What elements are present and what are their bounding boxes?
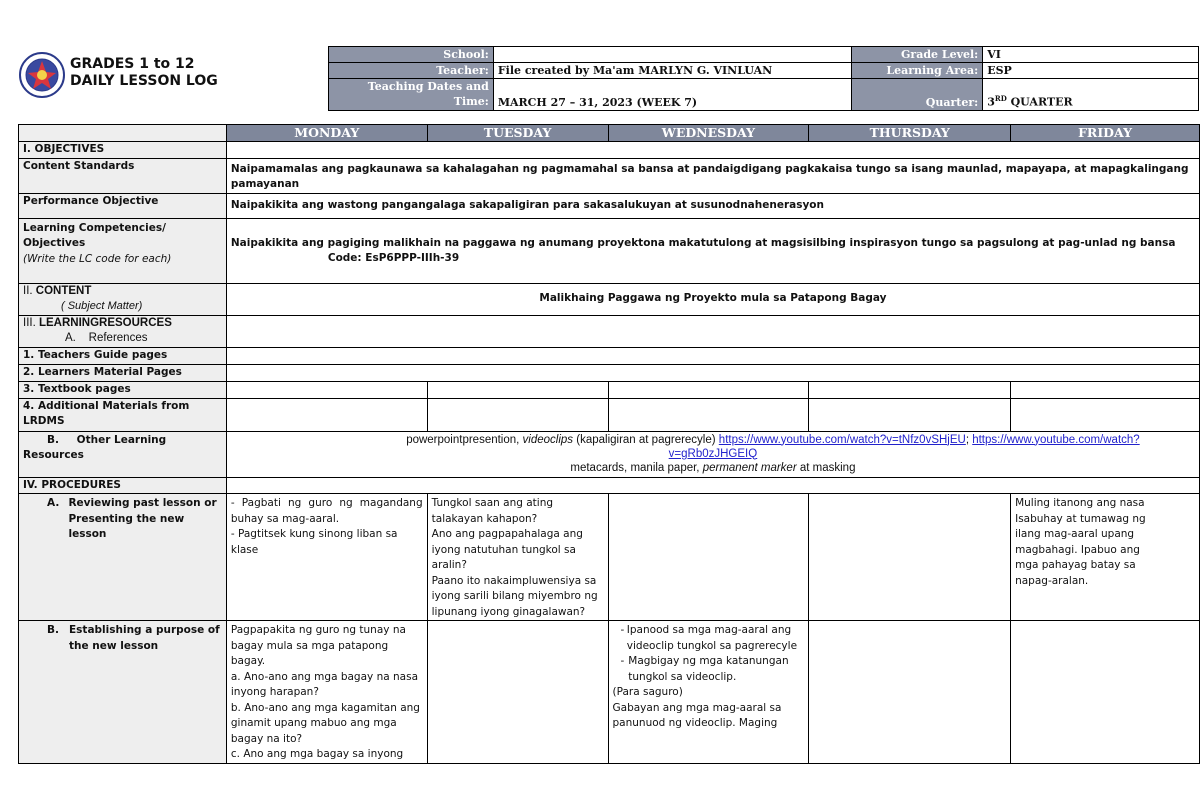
school-label: School: bbox=[329, 47, 494, 63]
resources-row bbox=[19, 315, 1200, 347]
procedure-b-label-2: the new lesson bbox=[69, 639, 159, 652]
area-label: Learning Area: bbox=[852, 63, 983, 79]
procedure-b-label-cell bbox=[19, 621, 227, 764]
other-letter: B. bbox=[47, 433, 59, 446]
resources-heading-prefix: III. bbox=[23, 316, 39, 329]
day-wednesday: WEDNESDAY bbox=[608, 125, 809, 142]
day-thursday: THURSDAY bbox=[809, 125, 1011, 142]
procedure-a-wednesday bbox=[608, 494, 809, 621]
lm-label: 2. Learners Material Pages bbox=[19, 364, 227, 381]
lrdms-friday bbox=[1011, 398, 1200, 431]
title-line-1: GRADES 1 to 12 bbox=[70, 56, 195, 72]
lrdms-monday bbox=[226, 398, 427, 431]
area-value: ESP bbox=[983, 63, 1199, 79]
other-resources-label-cell bbox=[19, 431, 227, 477]
references-label: References bbox=[88, 332, 148, 344]
grade-value: VI bbox=[983, 47, 1199, 63]
procedure-b-letter: B. bbox=[47, 624, 59, 636]
objectives-row bbox=[19, 142, 1200, 159]
procedure-a-friday bbox=[1011, 494, 1200, 621]
materials-text1: metacards, manila paper, bbox=[570, 461, 703, 474]
a-tuesday-line-2: Ano ang pagpapahalaga ang iyong natutuhan tungkol sa aralin? bbox=[431, 528, 583, 571]
procedure-b-label-1: Establishing a purpose of bbox=[69, 624, 220, 636]
objectives-heading: I. OBJECTIVES bbox=[19, 142, 227, 159]
content-standards-label: Content Standards bbox=[19, 158, 227, 193]
procedure-a-monday bbox=[226, 494, 427, 621]
content-value: Malikhaing Paggawa ng Proyekto mula sa Patapong Bagay bbox=[226, 283, 1199, 315]
lrdms-thursday bbox=[809, 398, 1011, 431]
procedure-a-thursday bbox=[809, 494, 1011, 621]
lrdms-row bbox=[19, 398, 1200, 431]
other-text1: powerpointpresention, bbox=[406, 433, 523, 446]
quarter-label: Quarter: bbox=[852, 79, 983, 111]
competency-value: Naipakikita ang pagiging malikhain na paggawa ng anumang proyektona makatutulong at magsisilbing inspirasyon tungo sa pagsulong at pag-unlad ng bansa bbox=[230, 236, 1176, 249]
quarter-sup: RD bbox=[994, 94, 1007, 104]
a-monday-line-1: - Pagbati ng guro ng magandang buhay sa mag-aaral. bbox=[230, 497, 423, 525]
a-monday-line-2: - Pagtitsek kung sinong liban sa klase bbox=[230, 528, 398, 556]
b-wed-bullet-2: Magbigay ng mga katanungan tungkol sa videoclip. bbox=[628, 655, 789, 683]
tb-label: 3. Textbook pages bbox=[19, 381, 227, 398]
b-monday-line-1: Pagpapakita ng guro ng tunay na bagay mula sa mga patapong bagay. bbox=[230, 624, 406, 667]
lesson-log-table bbox=[18, 124, 1200, 764]
references-letter: A. bbox=[65, 332, 76, 344]
day-monday: MONDAY bbox=[226, 125, 427, 142]
content-heading-prefix: II. bbox=[23, 284, 36, 297]
procedure-a-letter: A. bbox=[47, 497, 60, 509]
tg-label: 1. Teachers Guide pages bbox=[19, 347, 227, 364]
day-friday: FRIDAY bbox=[1011, 125, 1200, 142]
competency-row bbox=[19, 218, 1200, 283]
tb-wednesday bbox=[608, 381, 809, 398]
tb-monday bbox=[226, 381, 427, 398]
other-resources-row bbox=[19, 431, 1200, 477]
objectives-value bbox=[226, 142, 1199, 159]
day-header-blank bbox=[19, 125, 227, 142]
day-tuesday: TUESDAY bbox=[427, 125, 608, 142]
procedure-a-row bbox=[19, 494, 1200, 621]
teacher-label: Teacher: bbox=[329, 63, 494, 79]
tb-friday bbox=[1011, 381, 1200, 398]
a-friday-line-1: Muling itanong ang nasa Isabuhay at tumawag ng ilang mag-aaral upang magbahagi. Ipabuo ang mga pahayag batay sa napag-aralan. bbox=[1015, 497, 1146, 587]
procedure-b-wednesday: - Ipanood sa mga mag-aaral ang videoclip tungkol sa pagrerecyle - Magbigay ng mga katanungan tungkol sa videoclip. (Para saguro) Gabayan ang mga mag-aaral sa panunuod ng videoclip. Maging bbox=[608, 621, 809, 764]
deped-seal-logo bbox=[19, 46, 65, 104]
lm-row bbox=[19, 364, 1200, 381]
lrdms-wednesday bbox=[608, 398, 809, 431]
b-wed-line-2: Gabayan ang mga mag-aaral sa panunuod ng videoclip. Maging bbox=[612, 701, 782, 729]
competency-code: Code: EsP6PPP-IIIh-39 bbox=[327, 252, 460, 264]
teacher-value: File created by Ma'am MARLYN G. VINLUAN bbox=[493, 63, 852, 79]
procedure-a-label-2: Presenting the new lesson bbox=[68, 512, 185, 540]
dates-label-line2: Time: bbox=[453, 95, 489, 108]
link-separator: ; bbox=[965, 433, 973, 446]
competency-label: Learning Competencies/ Objectives bbox=[23, 221, 166, 249]
procedure-a-tuesday bbox=[427, 494, 608, 621]
grade-label: Grade Level: bbox=[852, 47, 983, 63]
tg-value bbox=[226, 347, 1199, 364]
dates-label bbox=[329, 79, 494, 111]
a-tuesday-line-1: Tungkol saan ang ating talakayan kahapon? bbox=[431, 497, 554, 525]
content-row bbox=[19, 283, 1200, 315]
youtube-link-1[interactable]: https://www.youtube.com/watch?v=tNfz0vSHjEU bbox=[718, 433, 966, 446]
quarter-rest: QUARTER bbox=[1006, 96, 1073, 109]
content-heading-cell bbox=[19, 283, 227, 315]
dates-label-line1: Teaching Dates and bbox=[367, 80, 489, 93]
performance-value: Naipakikita ang wastong pangangalaga sakapaligiran para sakasalukuyan at susunodnahenerasyon bbox=[226, 193, 1199, 218]
title-line-2: DAILY LESSON LOG bbox=[70, 73, 218, 89]
resources-heading-cell bbox=[19, 315, 227, 347]
procedure-b-monday bbox=[226, 621, 427, 764]
tb-thursday bbox=[809, 381, 1011, 398]
quarter-value bbox=[983, 79, 1199, 111]
competency-value-cell bbox=[226, 218, 1199, 283]
dates-value: MARCH 27 – 31, 2023 (WEEK 7) bbox=[493, 79, 852, 111]
quarter-num: 3 bbox=[987, 96, 995, 109]
b-wed-line-1: (Para saguro) bbox=[612, 686, 683, 698]
performance-row bbox=[19, 193, 1200, 218]
b-monday-line-2: a. Ano-ano ang mga bagay na nasa inyong harapan? bbox=[230, 670, 419, 698]
tg-row bbox=[19, 347, 1200, 364]
tb-tuesday bbox=[427, 381, 608, 398]
procedures-row bbox=[19, 477, 1200, 494]
procedures-value bbox=[226, 477, 1199, 494]
document-title bbox=[70, 56, 218, 90]
procedure-b-thursday bbox=[809, 621, 1011, 764]
lm-value bbox=[226, 364, 1199, 381]
content-heading: CONTENT bbox=[35, 284, 92, 297]
youtube-link-2a[interactable]: https://www.youtube.com/watch? bbox=[972, 433, 1140, 446]
performance-label: Performance Objective bbox=[19, 193, 227, 218]
resources-heading: LEARNINGRESOURCES bbox=[38, 316, 172, 329]
other-text2: (kapaligiran at pagrerecyle) bbox=[573, 433, 719, 446]
other-text1-italic: videoclips bbox=[522, 433, 574, 446]
content-standards-row bbox=[19, 158, 1200, 193]
day-header-row bbox=[19, 125, 1200, 142]
procedure-b-row bbox=[19, 621, 1200, 764]
resources-value bbox=[226, 315, 1199, 347]
procedure-a-label-1: Reviewing past lesson or bbox=[68, 497, 217, 509]
other-resources-value bbox=[226, 431, 1199, 477]
lrdms-label: 4. Additional Materials from LRDMS bbox=[19, 398, 227, 431]
competency-note: (Write the LC code for each) bbox=[23, 252, 172, 265]
lrdms-tuesday bbox=[427, 398, 608, 431]
header-info-table bbox=[328, 46, 1199, 111]
materials-text2: at masking bbox=[796, 461, 856, 474]
b-monday-line-4: c. Ano ang mga bagay sa inyong bbox=[230, 748, 404, 760]
procedure-a-label-cell bbox=[19, 494, 227, 621]
b-wed-bullet-1: Ipanood sa mga mag-aaral ang videoclip tungkol sa pagrerecyle bbox=[626, 624, 798, 652]
tb-row bbox=[19, 381, 1200, 398]
competency-label-cell bbox=[19, 218, 227, 283]
school-value bbox=[493, 47, 852, 63]
youtube-link-2b[interactable]: v=gRb0zJHGEIQ bbox=[668, 447, 758, 460]
procedure-b-friday bbox=[1011, 621, 1200, 764]
b-monday-line-3: b. Ano-ano ang mga kagamitan ang ginamit upang mabuo ang mga bagay na ito? bbox=[230, 701, 420, 745]
procedures-heading: IV. PROCEDURES bbox=[19, 477, 227, 494]
other-label: Other Learning Resources bbox=[23, 433, 167, 461]
content-standards-value: Naipamamalas ang pagkaunawa sa kahalagahan ng pagmamahal sa bansa at pandaigdigang pagkakaisa tungo sa isang maunlad, mapayapa, at mapagkalingang pamayanan bbox=[226, 158, 1199, 193]
materials-italic: permanent marker bbox=[702, 461, 797, 474]
procedure-b-tuesday bbox=[427, 621, 608, 764]
content-sub: ( Subject Matter) bbox=[61, 300, 143, 312]
a-tuesday-line-3: Paano ito nakaimpluwensiya sa iyong sarili bilang miyembro ng lipunang iyong ginagalawan? bbox=[431, 574, 598, 618]
